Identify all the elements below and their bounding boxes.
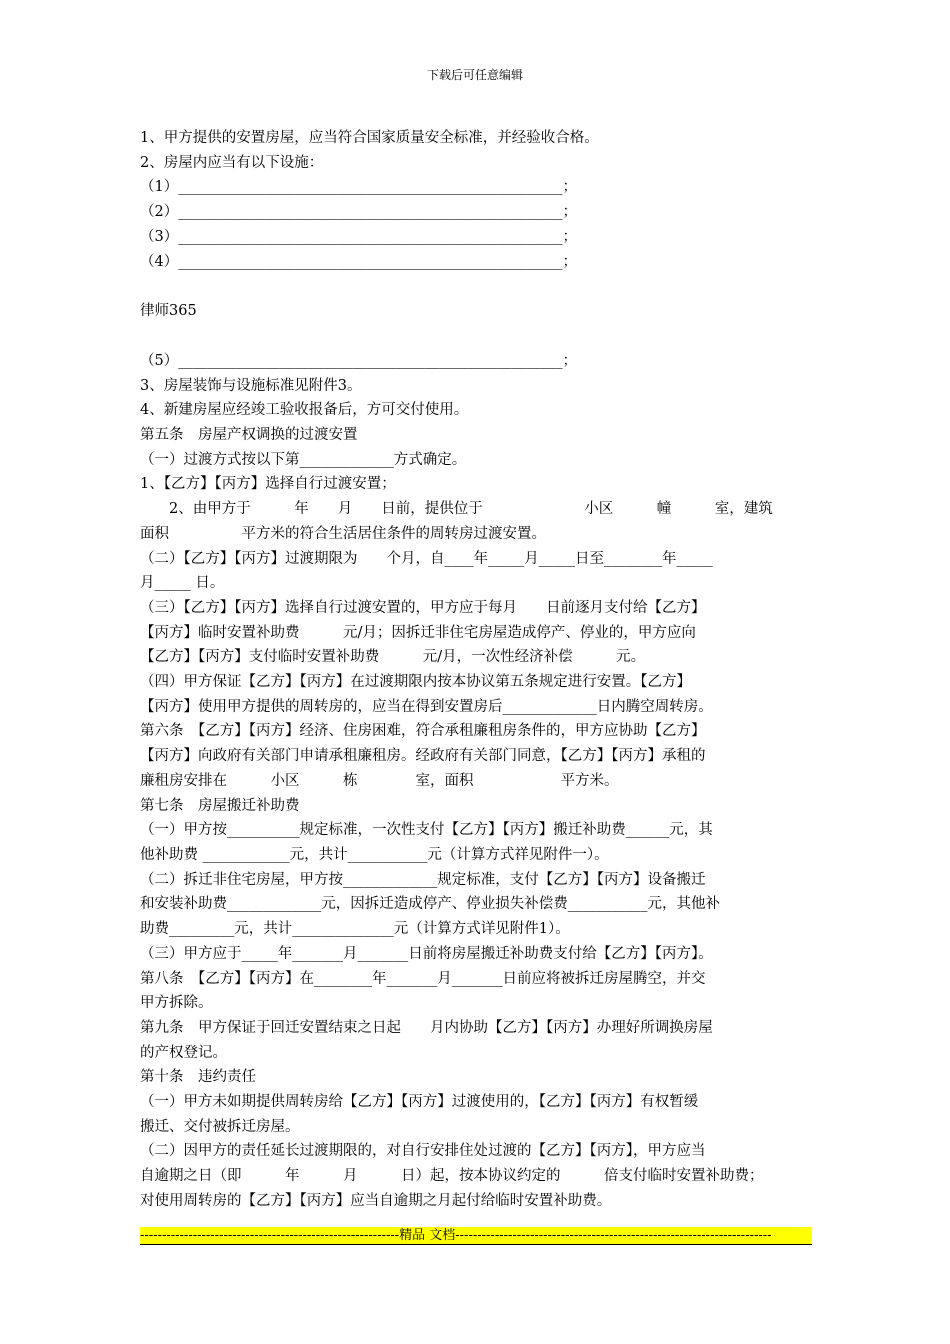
text-line: 面积 平方米的符合生活居住条件的周转房过渡安置。 (140, 525, 546, 542)
text-line: （2）_____________________________________________________； (140, 204, 577, 221)
text-line: 1、甲方提供的安置房屋，应当符合国家质量安全标准，并经验收合格。 (140, 130, 599, 146)
text-line: 自逾期之日（即 年 月 日）起，按本协议约定的 倍支付临时安置补助费； (140, 1168, 764, 1185)
text-line: 对使用周转房的【乙方】【丙方】应当自逾期之月起付给临时安置补助费。 (140, 1192, 612, 1209)
text-line: 他补助费 ____________元，共计___________元（计算方式祥见附件一）。 (140, 846, 609, 863)
text-line: （一）过渡方式按以下第_____________方式确定。 (140, 451, 467, 468)
text-line: 2、由甲方于 年 月 日前，提供位于 小区 幢 室，建筑 (140, 501, 773, 518)
blank-line (140, 324, 812, 349)
text-line: 【丙方】使用甲方提供的周转房的，应当在得到安置房后_____________日内腾空周转房。 (140, 698, 713, 715)
text-line: 第八条 【乙方】【丙方】在________年_______月_______日前应将被拆迁房屋腾空，并交 (140, 970, 706, 987)
text-line: 【丙方】临时安置补助费 元/月；因拆迁非住宅房屋造成停产、停业的，甲方应向 (140, 624, 696, 641)
text-line: 第九条 甲方保证于回迁安置结束之日起 月内协助【乙方】【丙方】办理好所调换房屋 (140, 1019, 713, 1036)
text-line: 助费_________元，共计______________元（计算方式详见附件1）。 (140, 921, 570, 938)
text-line: 1、【乙方】【丙方】选择自行过渡安置； (140, 476, 396, 493)
text-line: 和安装补助费_____________元，因拆迁造成停产、停业损失补偿费___________元，其他补 (140, 896, 720, 913)
text-line: 4、新建房屋应经竣工验收报备后，方可交付使用。 (140, 402, 469, 419)
text-line: （一）甲方按__________规定标准，一次性支付【乙方】【丙方】搬迁补助费______元，其 (140, 822, 713, 839)
text-line: （1）_____________________________________________________； (140, 179, 577, 196)
text-line: （二）【乙方】【丙方】过渡期限为 个月，自____年_____月_____日至________年_____ (140, 550, 713, 567)
text-line: 月_____ 日。 (140, 575, 225, 592)
text-line: 【丙方】向政府有关部门申请承租廉租房。经政府有关部门同意，【乙方】【丙方】承租的 (140, 748, 706, 765)
page-header: 下载后可任意编辑 (426, 68, 523, 82)
text-line: （三）甲方应于_____年_______月_______日前将房屋搬迁补助费支付给【乙方】【丙方】。 (140, 945, 713, 962)
text-line: （3）_____________________________________________________； (140, 228, 577, 245)
text-line: （4）_____________________________________________________； (140, 253, 577, 270)
text-line: 第六条 【乙方】【丙方】经济、住房困难，符合承租廉租房条件的，甲方应协助【乙方】 (140, 723, 706, 740)
text-line: （一）甲方未如期提供周转房给【乙方】【丙方】过渡使用的，【乙方】【丙方】有权暂缓 (140, 1094, 699, 1111)
blank-line (140, 274, 812, 299)
text-line: 搬迁、交付被拆迁房屋。 (140, 1118, 300, 1135)
text-line: （5）_____________________________________________________； (140, 352, 577, 369)
text-line: 3、房屋装饰与设施标准见附件3。 (140, 377, 362, 394)
text-line: （三）【乙方】【丙方】选择自行过渡安置的，甲方应于每月 日前逐月支付给【乙方】 (140, 599, 706, 616)
document-body (140, 126, 812, 1214)
text-line: 律师365 (140, 303, 197, 320)
text-line: 的产权登记。 (140, 1044, 227, 1061)
text-line: 第五条 房屋产权调换的过渡安置 (140, 427, 358, 444)
text-line: 廉租房安排在 小区 栋 室，面积 平方米。 (140, 772, 619, 789)
text-line: 【乙方】【丙方】支付临时安置补助费 元/月，一次性经济补偿 元。 (140, 649, 646, 666)
text-line: 第十条 违约责任 (140, 1069, 256, 1086)
text-line: （四）甲方保证【乙方】【丙方】在过渡期限内按本协议第五条规定进行安置。【乙方】 (140, 674, 691, 691)
text-line: （二）因甲方的责任延长过渡期限的，对自行安排住处过渡的【乙方】【丙方】，甲方应当 (140, 1143, 706, 1160)
text-line: 甲方拆除。 (140, 995, 213, 1012)
text-line: （二）拆迁非住宅房屋，甲方按_____________规定标准，支付【乙方】【丙方】设备搬迁 (140, 871, 706, 888)
text-line: 第七条 房屋搬迁补助费 (140, 797, 300, 814)
footer-banner: -----------------------------------------------------------精品 文档------------------------------------------------------------------------ (140, 1227, 812, 1245)
text-line: 2、房屋内应当有以下设施： (140, 154, 324, 171)
